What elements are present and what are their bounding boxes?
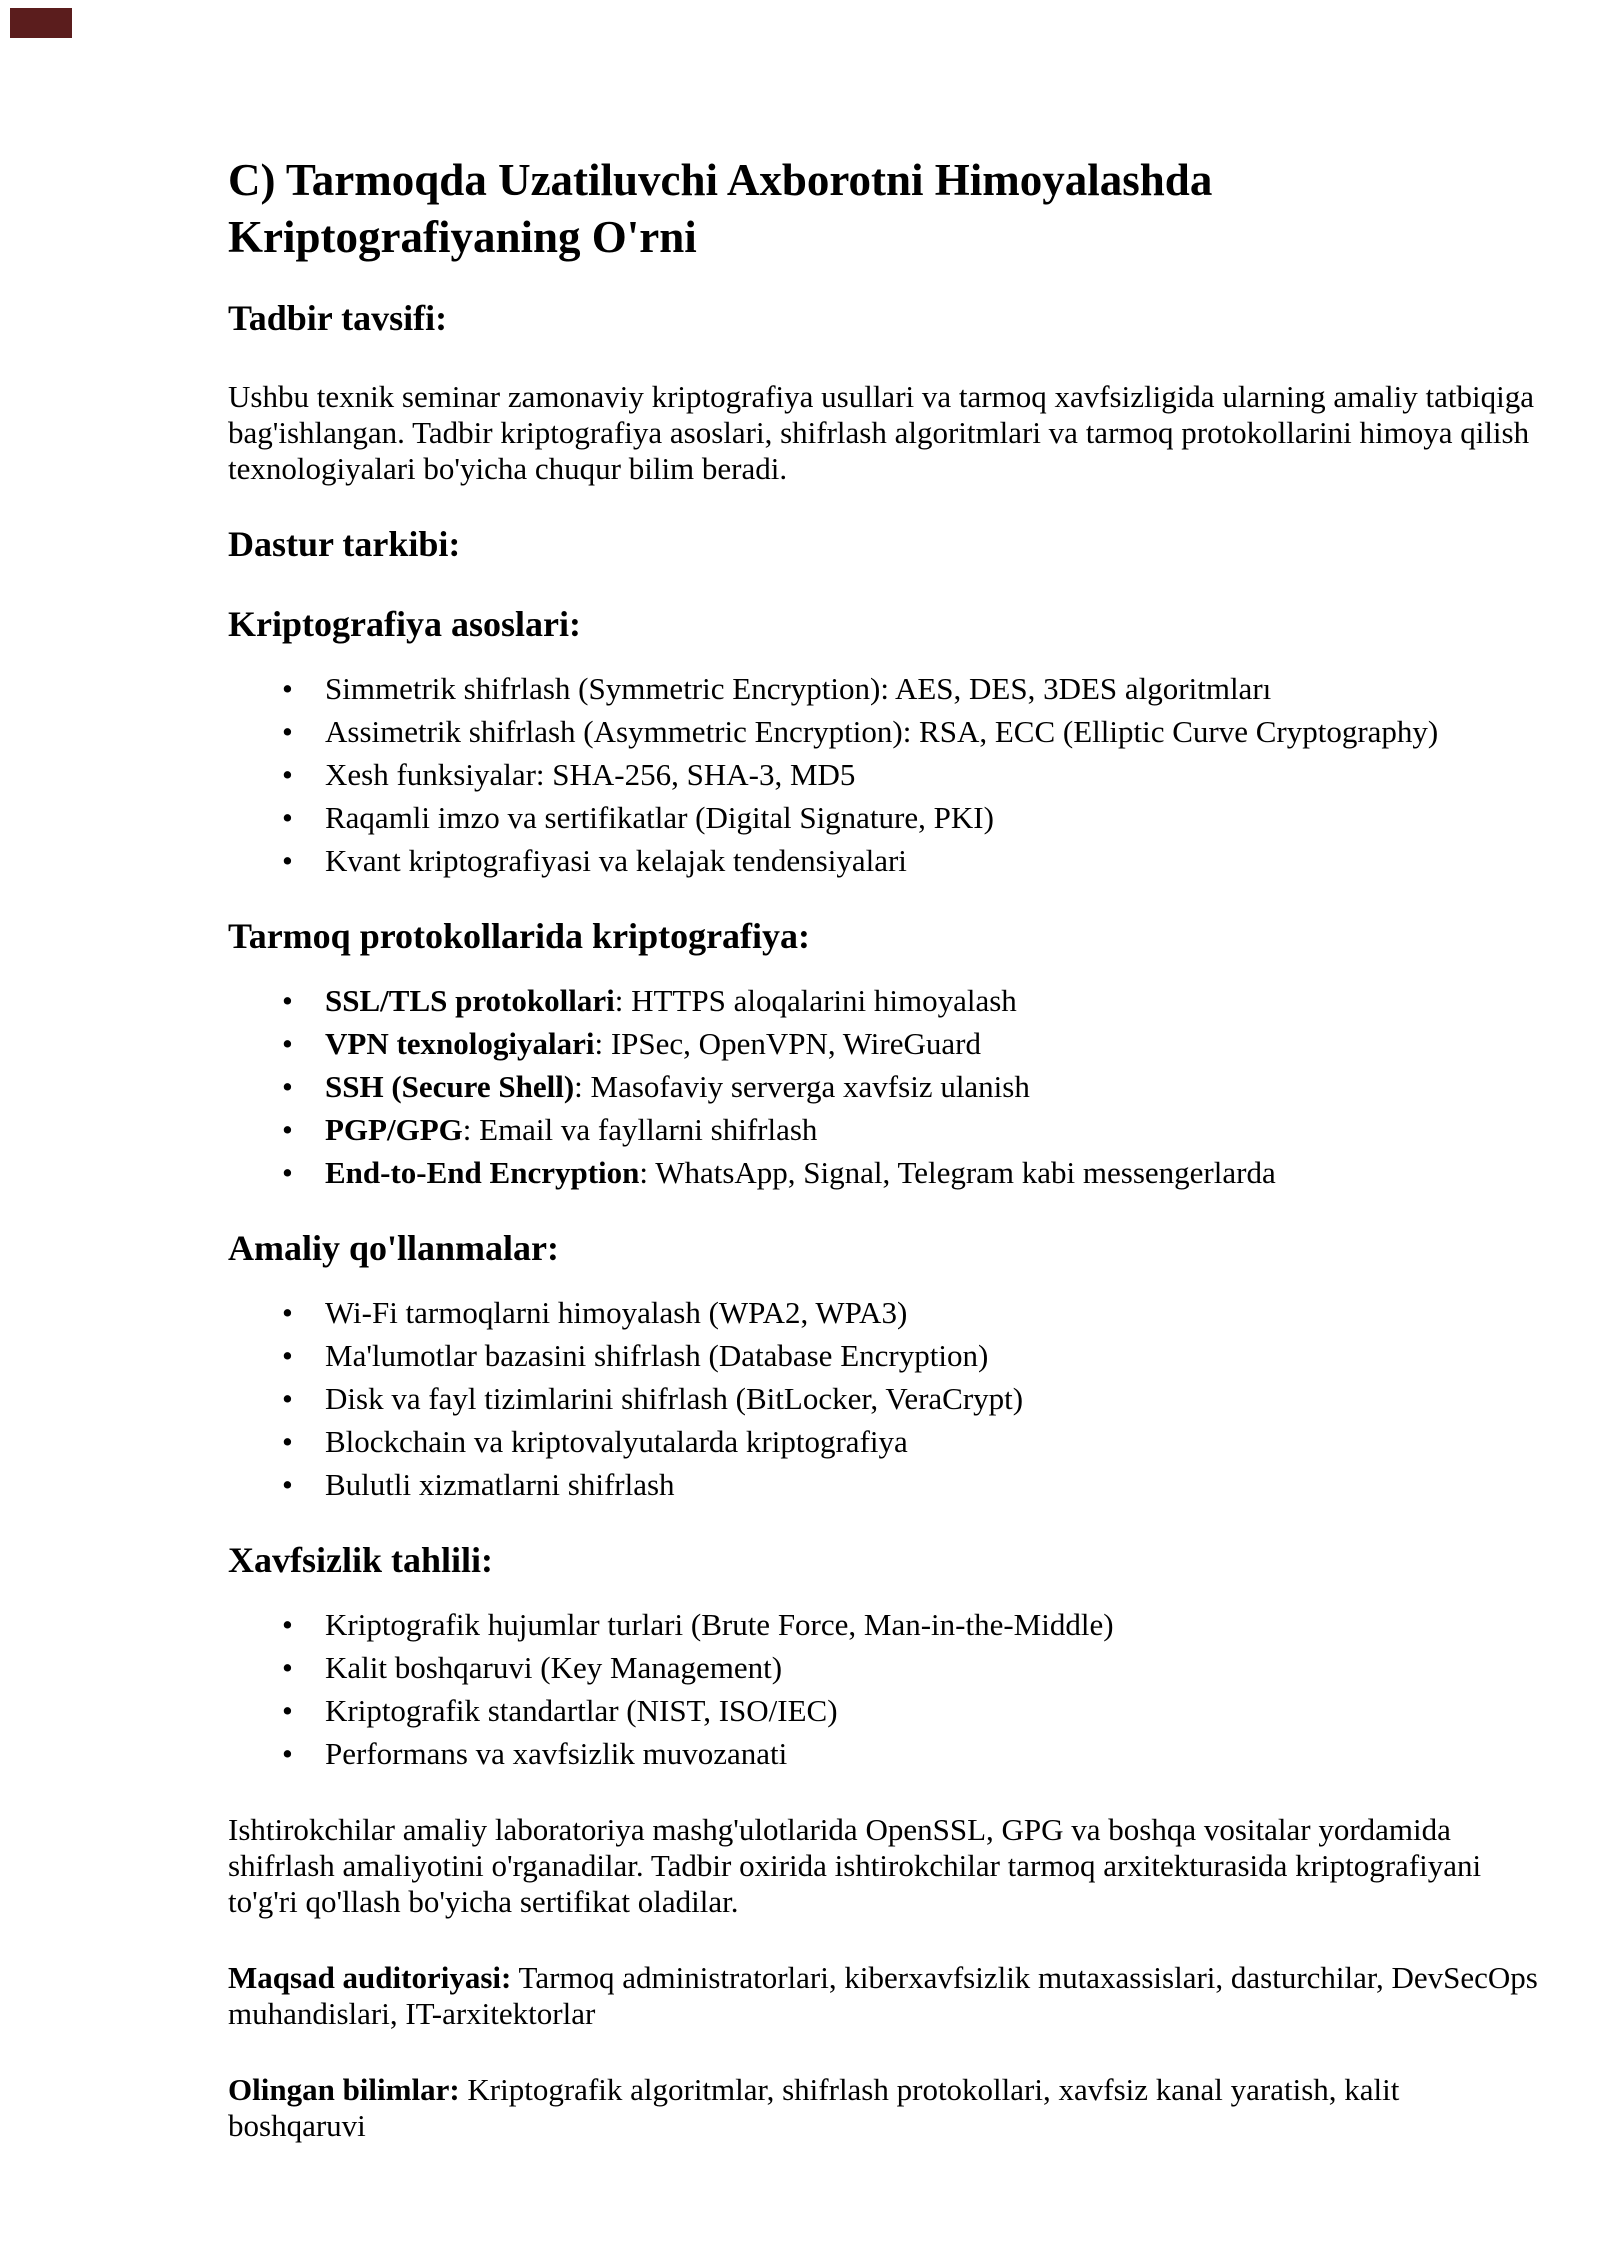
olingan-bilimlar-label: Olingan bilimlar: [228, 2072, 460, 2107]
list-item: • Wi-Fi tarmoqlarni himoyalash (WPA2, WPA3) [325, 1295, 1540, 1331]
intro-paragraph: Ushbu texnik seminar zamonaviy kriptografiya usullari va tarmoq xavfsizligida ularning amaliy tatbiqiga bag'ishlangan. Tadbir kriptografiya asoslari, shifrlash algoritmlari va tarmoq protokollarini himoya qilish texnologiyalari bo'yicha chuqur bilim beradi. [228, 379, 1534, 486]
tarmoq-protokollari-list [228, 983, 1540, 1191]
olingan-bilimlar-text: Kriptografik algoritmlar, shifrlash protokollari, xavfsiz kanal yaratish, kalit boshqaruvi [228, 2072, 1400, 2143]
list-item: • Xesh funksiyalar: SHA-256, SHA-3, MD5 [325, 757, 1540, 793]
list-item: • Assimetrik shifrlash (Asymmetric Encryption): RSA, ECC (Elliptic Curve Cryptography) [325, 714, 1540, 750]
list-item: • Ma'lumotlar bazasini shifrlash (Database Encryption) [325, 1338, 1540, 1374]
list-item: • Kriptografik hujumlar turlari (Brute Force, Man-in-the-Middle) [325, 1607, 1540, 1643]
xavfsizlik-tahlili-list [228, 1607, 1540, 1772]
section-heading-dastur-tarkibi: Dastur tarkibi: [228, 524, 461, 564]
section-heading-kriptografiya-asoslari: Kriptografiya asoslari: [228, 604, 581, 644]
corner-mark [10, 8, 72, 38]
kriptografiya-asoslari-list [228, 671, 1540, 879]
list-item: • Disk va fayl tizimlarini shifrlash (BitLocker, VeraCrypt) [325, 1381, 1540, 1417]
list-item: • VPN texnologiyalari: IPSec, OpenVPN, WireGuard [325, 1026, 1540, 1062]
list-item: • Raqamli imzo va sertifikatlar (Digital Signature, PKI) [325, 800, 1540, 836]
list-item: • Performans va xavfsizlik muvozanati [325, 1736, 1540, 1772]
list-item: • SSL/TLS protokollari: HTTPS aloqalarini himoyalash [325, 983, 1540, 1019]
list-item-lead: PGP/GPG [325, 1112, 463, 1147]
list-item: • Simmetrik shifrlash (Symmetric Encryption): AES, DES, 3DES algoritmları [325, 671, 1540, 707]
list-item: • Kalit boshqaruvi (Key Management) [325, 1650, 1540, 1686]
olingan-bilimlar-paragraph [228, 2072, 1540, 2144]
list-item-lead: End-to-End Encryption [325, 1155, 640, 1190]
section-heading-tarmoq-protokollari: Tarmoq protokollarida kriptografiya: [228, 916, 811, 956]
page-title: C) Tarmoqda Uzatiluvchi Axborotni Himoyalashda Kriptografiyaning O'rni [228, 155, 1213, 262]
maqsad-auditoriyasi-text: Tarmoq administratorlari, kiberxavfsizlik mutaxassislari, dasturchilar, DevSecOps muhandislari, IT-arxitektorlar [228, 1960, 1538, 2031]
section-heading-amaliy-qollanmalar: Amaliy qo'llanmalar: [228, 1228, 559, 1268]
amaliy-qollanmalar-list [228, 1295, 1540, 1503]
maqsad-auditoriyasi-label: Maqsad auditoriyasi: [228, 1960, 512, 1995]
maqsad-auditoriyasi-paragraph [228, 1960, 1540, 2032]
list-item: • Kvant kriptografiyasi va kelajak tendensiyalari [325, 843, 1540, 879]
list-item: • PGP/GPG: Email va fayllarni shifrlash [325, 1112, 1540, 1148]
section-heading-tadbir-tavsifi: Tadbir tavsifi: [228, 298, 448, 338]
outro-paragraph: Ishtirokchilar amaliy laboratoriya mashg'ulotlarida OpenSSL, GPG va boshqa vositalar yordamida shifrlash amaliyotini o'rganadilar. Tadbir oxirida ishtirokchilar tarmoq arxitekturasida kriptografiyani to'g'ri qo'llash bo'yicha sertifikat oladilar. [228, 1812, 1482, 1919]
list-item: • Blockchain va kriptovalyutalarda kriptografiya [325, 1424, 1540, 1460]
section-heading-xavfsizlik-tahlili: Xavfsizlik tahlili: [228, 1540, 494, 1580]
list-item: • Kriptografik standartlar (NIST, ISO/IEC) [325, 1693, 1540, 1729]
list-item: • End-to-End Encryption: WhatsApp, Signal, Telegram kabi messengerlarda [325, 1155, 1540, 1191]
list-item: • SSH (Secure Shell): Masofaviy serverga xavfsiz ulanish [325, 1069, 1540, 1105]
list-item: • Bulutli xizmatlarni shifrlash [325, 1467, 1540, 1503]
list-item-lead: SSH (Secure Shell) [325, 1069, 575, 1104]
list-item-lead: VPN texnologiyalari [325, 1026, 595, 1061]
list-item-lead: SSL/TLS protokollari [325, 983, 615, 1018]
